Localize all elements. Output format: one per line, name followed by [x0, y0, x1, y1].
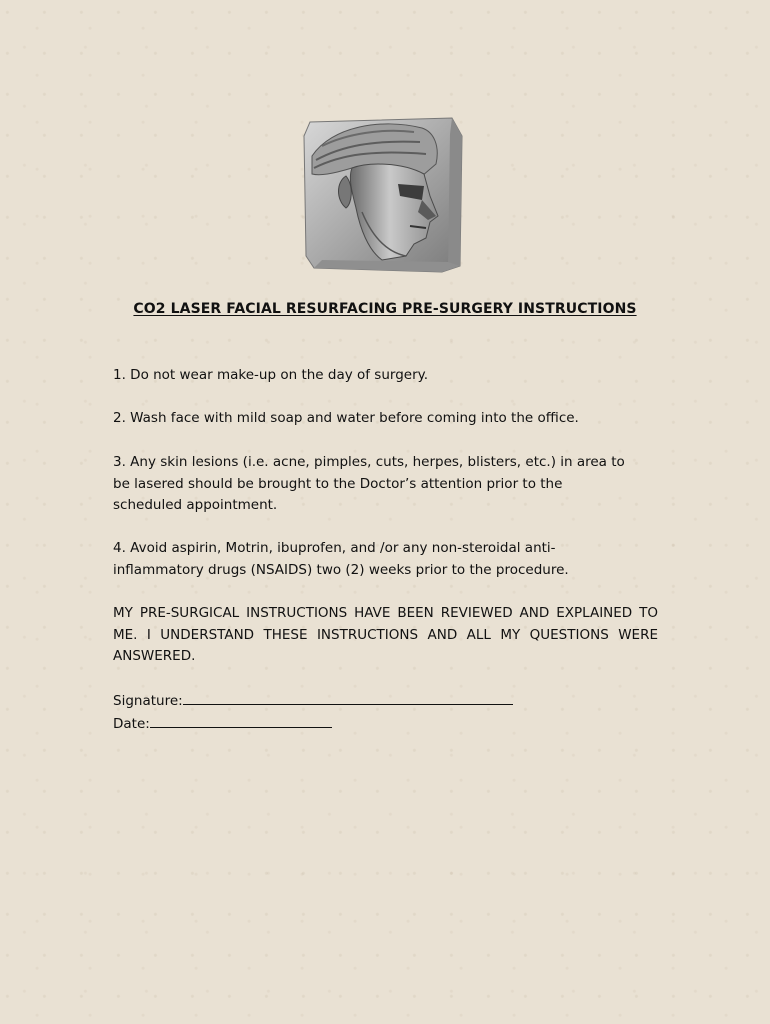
- signature-block: [113, 690, 658, 735]
- signature-label: Signature:: [113, 693, 183, 709]
- page-title: [0, 301, 770, 317]
- title-text: CO2 LASER FACIAL RESURFACING PRE-SURGERY INSTRUCTIONS: [133, 301, 637, 317]
- instruction-3: 3. Any skin lesions (i.e. acne, pimples, cuts, herpes, blisters, etc.) in area to be lasered should be brought to the Doctor’s attention prior to the scheduled appointment.: [113, 454, 625, 513]
- instruction-2: 2. Wash face with mild soap and water before coming into the office.: [113, 410, 579, 426]
- instruction-4: 4. Avoid aspirin, Motrin, ibuprofen, and /or any non-steroidal anti-inflammatory drugs (NSAIDS) two (2) weeks prior to the procedure.: [113, 540, 569, 578]
- date-label: Date:: [113, 715, 150, 732]
- signature-line[interactable]: [183, 690, 513, 705]
- signature-row: [113, 690, 658, 713]
- stone-face-relief-logo: [302, 116, 466, 274]
- date-line[interactable]: [150, 713, 332, 728]
- date-row: [113, 713, 658, 736]
- instruction-1: 1. Do not wear make-up on the day of surgery.: [113, 367, 428, 383]
- acknowledgement-statement: MY PRE-SURGICAL INSTRUCTIONS HAVE BEEN REVIEWED AND EXPLAINED TO ME. I UNDERSTAND THESE INSTRUCTIONS AND ALL MY QUESTIONS WERE ANSWERED.: [113, 605, 658, 664]
